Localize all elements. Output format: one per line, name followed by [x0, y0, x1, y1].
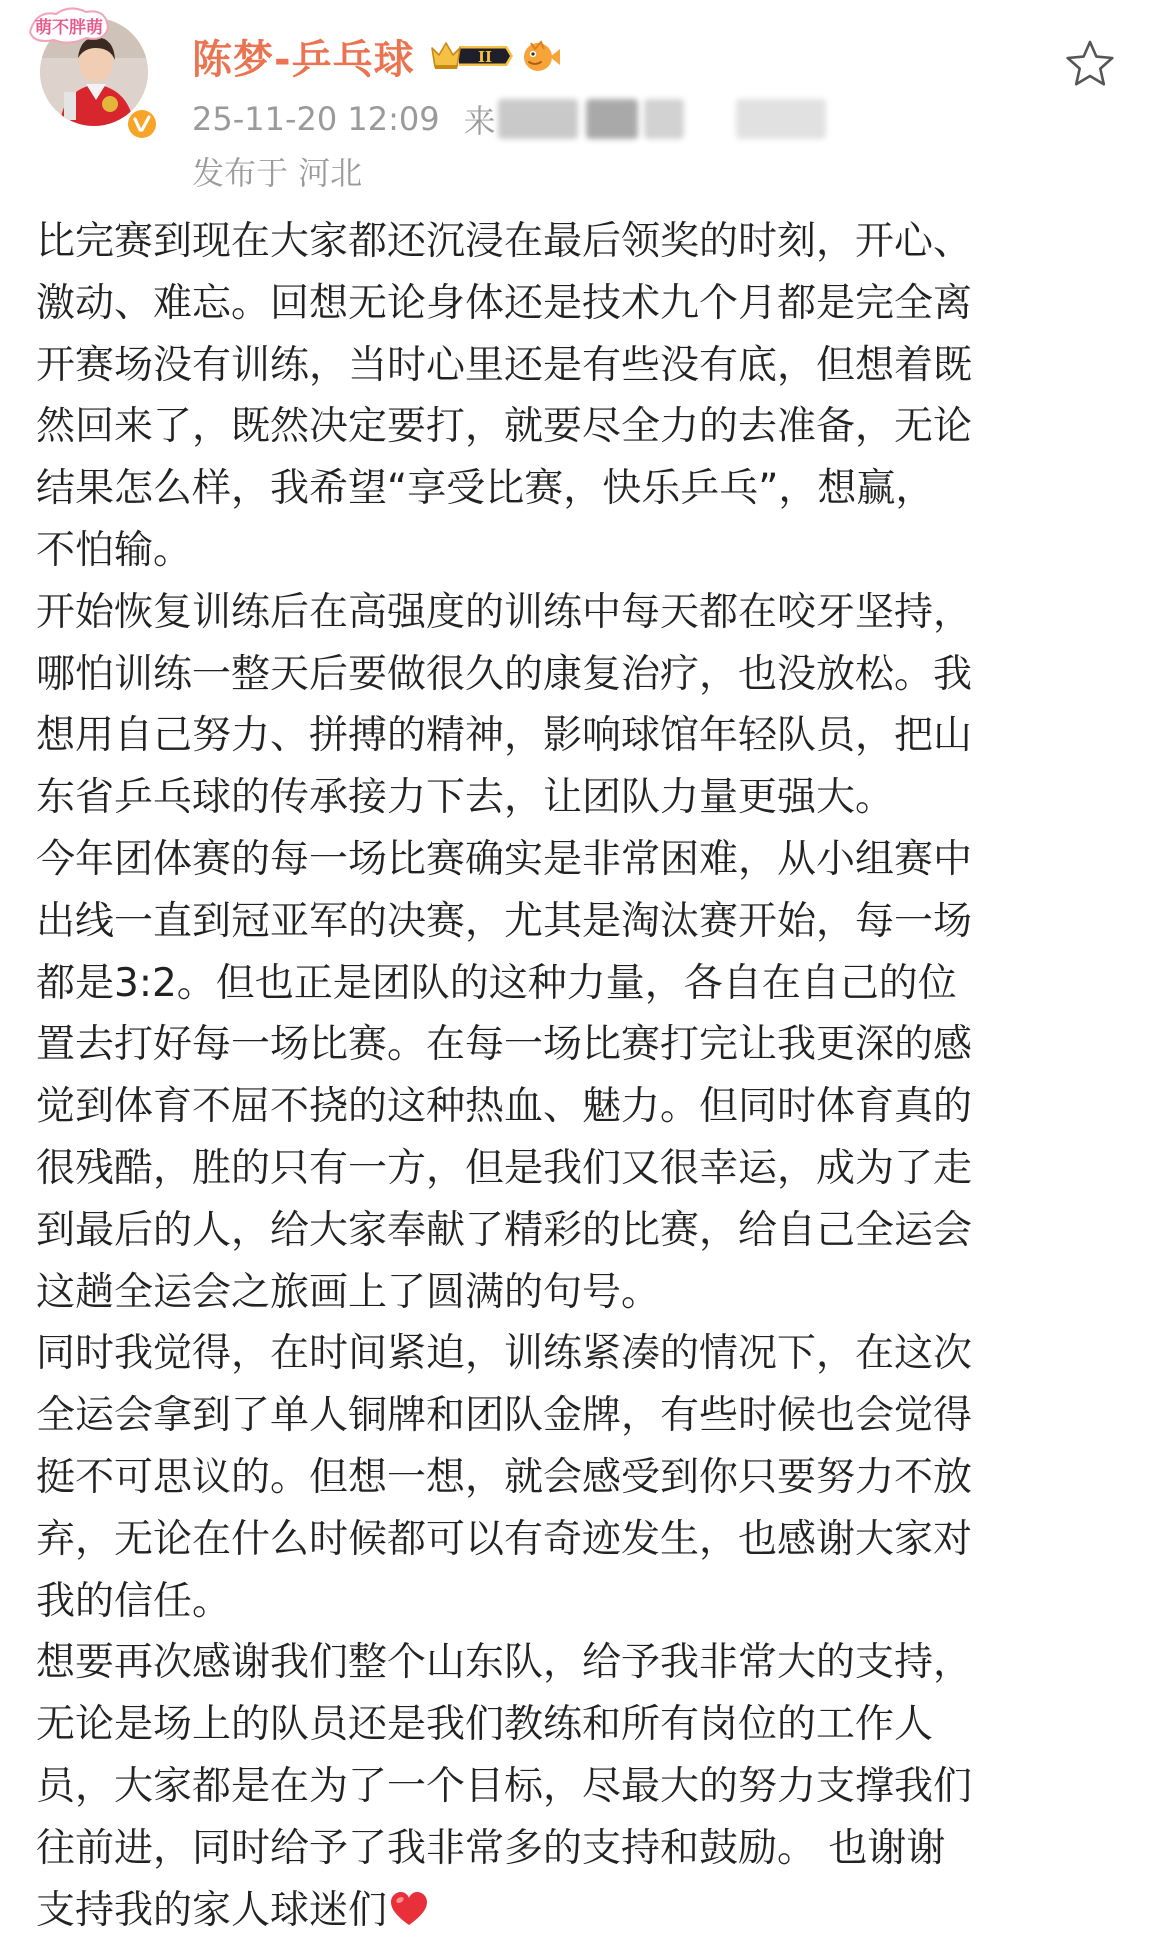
post-text-line: 出线一直到冠亚军的决赛，尤其是淘汰赛开始，每一场: [36, 898, 973, 944]
rank-badge-label: II: [477, 48, 492, 66]
post-text-line: 到最后的人，给大家奉献了精彩的比赛，给自己全运会: [36, 1207, 973, 1253]
blurred-source: [498, 99, 578, 139]
post-text-segment: 支持我的家人球迷们: [36, 1887, 388, 1933]
post-text-line: 往前进，同时给予了我非常多的支持和鼓励。 也谢谢: [36, 1825, 946, 1871]
post-text-line-last: [36, 1880, 1116, 1941]
post-text-line: 挺不可思议的。但想一想，就会感受到你只要努力不放: [36, 1454, 973, 1500]
favorite-star-icon[interactable]: [1063, 38, 1117, 92]
post-text-line: 无论是场上的队员还是我们教练和所有岗位的工作人: [36, 1702, 934, 1748]
fish-badge-icon[interactable]: [519, 37, 561, 75]
post-text-line: 我的信任。: [36, 1578, 232, 1624]
verified-badge: [126, 108, 158, 140]
post-text-line: 哪怕训练一整天后要做很久的康复治疗，也没放松。我: [36, 651, 973, 697]
author-name[interactable]: 陈梦-乒乓球: [192, 36, 415, 83]
post-meta: [192, 95, 826, 143]
post-text-line: 然回来了，既然决定要打，就要尽全力的去准备，无论: [36, 404, 973, 450]
post-body: [36, 211, 1116, 1941]
crown-rank-badge-icon[interactable]: [429, 39, 513, 73]
post-text-line: 都是3:2。但也正是团队的这种力量，各自在自己的位: [36, 960, 957, 1006]
verified-badge-icon: [126, 108, 158, 140]
author-row: [192, 28, 561, 84]
post-source-label: 来: [463, 102, 496, 140]
post-text-line: 同时我觉得，在时间紧迫，训练紧凑的情况下，在这次: [36, 1331, 973, 1377]
post-text-line: 弃，无论在什么时候都可以有奇迹发生，也感谢大家对: [36, 1516, 973, 1562]
blurred-source: [736, 99, 826, 139]
avatar-decoration-badge: [26, 2, 112, 46]
post-text-line: 这趟全运会之旅画上了圆满的句号。: [36, 1269, 661, 1315]
post-text-line: 员，大家都是在为了一个目标，尽最大的努力支撑我们: [36, 1763, 973, 1809]
post-text-line: 东省乒乓球的传承接力下去，让团队力量更强大。: [36, 775, 895, 821]
post-text-line: 不怕输。: [36, 527, 193, 573]
post-text-line: 开赛场没有训练，当时心里还是有些没有底，但想着既: [36, 342, 973, 388]
blurred-source: [644, 99, 684, 139]
avatar-badge-text: 萌不胖萌: [35, 18, 103, 38]
post-text-line: 激动、难忘。回想无论身体还是技术九个月都是完全离: [36, 280, 973, 326]
post-header: [0, 0, 1152, 190]
post-text-line: 开始恢复训练后在高强度的训练中每天都在咬牙坚持，: [36, 589, 973, 635]
post-text-line: 很残酷，胜的只有一方，但是我们又很幸运，成为了走: [36, 1145, 973, 1191]
post-text-line: 结果怎么样，我希望“享受比赛，快乐乒乓”，想赢，: [36, 466, 935, 512]
post-text-line: 想用自己努力、拼搏的精神，影响球馆年轻队员，把山: [36, 713, 973, 759]
post-time: 25-11-20 12:09: [192, 100, 440, 138]
post-location: 发布于 河北: [192, 154, 363, 192]
post-text-line: 觉到体育不屈不挠的这种热血、魅力。但同时体育真的: [36, 1084, 973, 1130]
post-text-line: 今年团体赛的每一场比赛确实是非常困难，从小组赛中: [36, 836, 973, 882]
post-text-line: 想要再次感谢我们整个山东队，给予我非常大的支持，: [36, 1640, 973, 1686]
post-text-line: 全运会拿到了单人铜牌和团队金牌，有些时候也会觉得: [36, 1393, 973, 1439]
blurred-source: [586, 99, 638, 139]
post-text-line: 置去打好每一场比赛。在每一场比赛打完让我更深的感: [36, 1022, 973, 1068]
post-text-line: 比完赛到现在大家都还沉浸在最后领奖的时刻，开心、: [36, 219, 973, 264]
red-heart-icon: [389, 1891, 429, 1927]
